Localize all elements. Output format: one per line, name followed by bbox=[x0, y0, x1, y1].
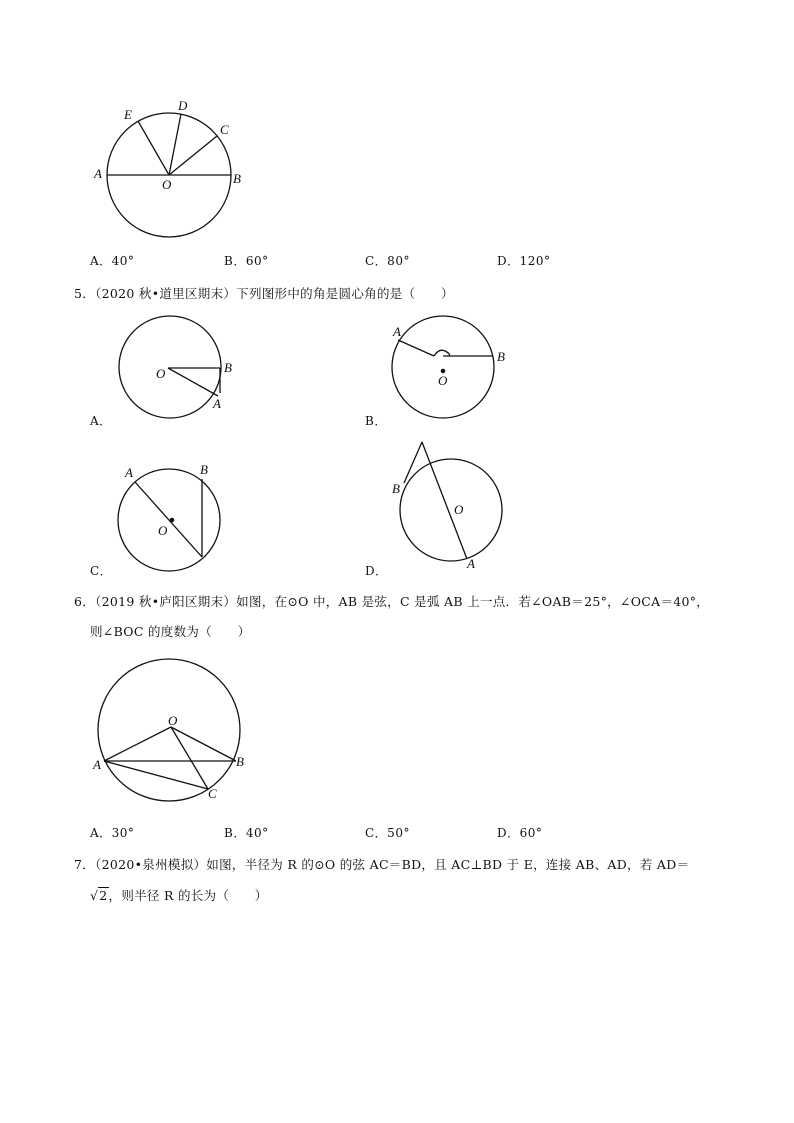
q5a-line-OA bbox=[168, 368, 218, 396]
q7-stem-line2 bbox=[90, 886, 268, 904]
q4-label-O: O bbox=[162, 177, 172, 192]
q4-label-C: C bbox=[220, 122, 229, 137]
q7-sqrt-expression bbox=[90, 888, 109, 903]
q4-label-A: A bbox=[94, 166, 102, 181]
q6-option-a: A．30° bbox=[90, 826, 135, 840]
q4-circle-figure bbox=[80, 95, 260, 245]
q5-option-b: B． bbox=[365, 414, 387, 428]
q5-figure-c bbox=[110, 460, 250, 570]
q4-label-E: E bbox=[124, 107, 132, 122]
q5b-line-A bbox=[398, 340, 434, 356]
q5b-label-A: A bbox=[393, 324, 401, 339]
q5c-label-B: B bbox=[200, 462, 208, 477]
q5d-circle bbox=[400, 459, 502, 561]
q5-option-d: D． bbox=[365, 564, 388, 578]
q5d-label-O: O bbox=[454, 502, 464, 517]
q6-label-A: A bbox=[93, 757, 101, 772]
q6-radius-OA bbox=[104, 727, 171, 761]
q4-option-a: A．40° bbox=[90, 254, 135, 268]
q5c-center-dot bbox=[170, 518, 174, 522]
q5b-label-B: B bbox=[497, 349, 505, 364]
q5-figure-d bbox=[385, 435, 525, 570]
q5a-label-O: O bbox=[156, 366, 166, 381]
q7-stem-line2-rest: ，则半径 R 的长为（ ） bbox=[108, 888, 268, 903]
q6-stem-line1: 6．（2019 秋•庐阳区期末）如图，在⊙O 中，AB 是弦，C 是弧 AB 上一点．若∠OAB＝25°，∠OCA＝40°， bbox=[74, 594, 710, 609]
q6-circle bbox=[98, 659, 240, 801]
q6-option-d: D．60° bbox=[497, 826, 543, 840]
q5-option-c: C． bbox=[90, 564, 113, 578]
q6-circle-figure bbox=[88, 655, 258, 805]
q7-radicand: 2 bbox=[99, 888, 108, 903]
q5a-label-B: B bbox=[224, 360, 232, 375]
q5c-label-O: O bbox=[158, 523, 168, 538]
q5b-label-O: O bbox=[438, 373, 448, 388]
q5a-label-A: A bbox=[213, 396, 221, 411]
q6-option-c: C．50° bbox=[365, 826, 410, 840]
q5b-angle-arc bbox=[434, 350, 450, 356]
q6-label-O: O bbox=[168, 713, 178, 728]
q5c-label-A: A bbox=[125, 465, 133, 480]
q4-radius-OD bbox=[169, 114, 181, 175]
q6-option-b: B．40° bbox=[224, 826, 269, 840]
q5-stem: 5．（2020 秋•道里区期末）下列图形中的角是圆心角的是（ ） bbox=[74, 286, 454, 301]
q5d-label-A: A bbox=[467, 556, 475, 571]
q4-option-b: B．60° bbox=[224, 254, 269, 268]
q4-radius-OC bbox=[169, 136, 217, 175]
q4-label-D: D bbox=[178, 98, 188, 113]
q4-option-c: C．80° bbox=[365, 254, 410, 268]
q4-option-d: D．120° bbox=[497, 254, 551, 268]
q5c-chord-AC bbox=[135, 482, 202, 557]
q5a-circle bbox=[119, 316, 221, 418]
q6-label-B: B bbox=[236, 754, 244, 769]
radical-icon: √ bbox=[90, 888, 99, 903]
q5b-circle bbox=[392, 316, 494, 418]
q4-label-B: B bbox=[233, 171, 241, 186]
q4-radius-OE bbox=[138, 121, 169, 175]
q6-stem-line2: 则∠BOC 的度数为（ ） bbox=[90, 624, 251, 639]
q5-figure-a bbox=[110, 315, 250, 415]
q5-option-a: A． bbox=[90, 414, 112, 428]
q5-figure-b bbox=[385, 315, 525, 415]
q7-stem-line1: 7．（2020•泉州模拟）如图，半径为 R 的⊙O 的弦 AC＝BD，且 AC⊥BD 于 E，连接 AB、AD，若 AD＝ bbox=[74, 857, 690, 872]
q6-label-C: C bbox=[208, 786, 217, 801]
q6-segment-AC bbox=[104, 761, 208, 789]
q5d-label-B: B bbox=[392, 481, 400, 496]
